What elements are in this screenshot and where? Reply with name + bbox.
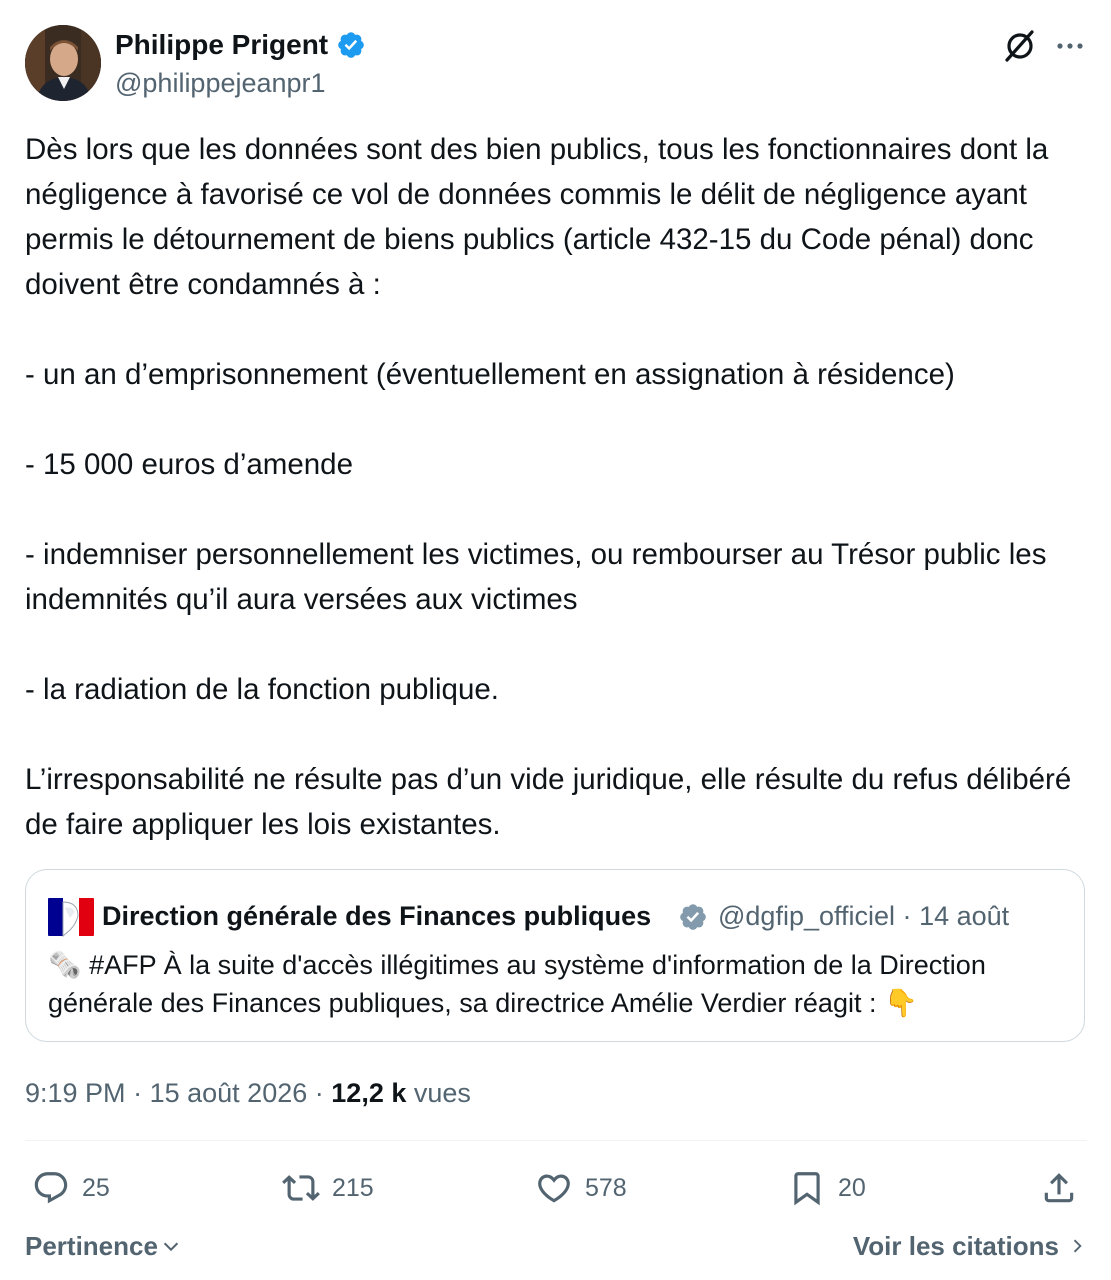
author-name[interactable] <box>115 27 366 63</box>
tweet-time[interactable]: 9:19 PM <box>25 1078 126 1108</box>
author-handle[interactable]: @philippejeanpr1 <box>115 68 326 98</box>
marianne-logo-icon <box>48 894 94 940</box>
reply-button[interactable] <box>32 1168 110 1208</box>
quote-author-name[interactable]: Direction générale des Finances publiques <box>102 901 652 931</box>
chevron-down-icon <box>160 1235 182 1257</box>
quote-meta <box>718 899 1009 933</box>
repost-button[interactable] <box>282 1168 374 1208</box>
reply-icon <box>32 1169 70 1207</box>
sort-label: Pertinence <box>25 1231 158 1261</box>
sort-dropdown[interactable] <box>25 1229 182 1263</box>
quote-text: 🗞️ #AFP À la suite d'accès illégitimes au système d'information de la Direction générale des Finances publiques, sa directrice Amélie Verdier réagit : 👇 <box>48 950 986 1018</box>
grok-icon[interactable] <box>1002 28 1038 64</box>
reply-count: 25 <box>82 1173 110 1202</box>
chevron-right-icon <box>1067 1235 1087 1257</box>
more-options-icon[interactable] <box>1053 28 1089 64</box>
quote-author-handle[interactable]: @dgfip_officiel <box>718 901 896 931</box>
bookmark-button[interactable] <box>788 1168 866 1208</box>
repost-count: 215 <box>332 1173 374 1202</box>
views-label: vues <box>413 1078 471 1108</box>
view-quotes-link[interactable] <box>853 1229 1087 1263</box>
bookmark-icon <box>788 1169 826 1207</box>
tweet-text: Dès lors que les données sont des bien publics, tous les fonctionnaires dont la négligence à favorisé ce vol de données commis le délit de négligence ayant permis le détournement de biens publics (article 432-15 du Code pénal) donc doivent être condamnés à : - un an d’emprisonnement (éventuellement en assignation à résidence) - 15 000 euros d’amende - indemniser personnellement les victimes, ou rembourser au Trésor public les indemnités qu’il aura versées aux victimes - la radiation de la fonction publique. L’irresponsabilité ne résulte pas d’un vide juridique, elle résulte du refus délibéré de faire appliquer les lois existantes. <box>25 133 1072 841</box>
like-button[interactable] <box>535 1168 627 1208</box>
tweet-meta <box>25 1076 471 1110</box>
quote-separator: · <box>902 901 912 931</box>
views-count: 12,2 k <box>331 1078 407 1108</box>
quoted-tweet[interactable] <box>25 869 1085 1042</box>
quote-avatar <box>48 894 94 940</box>
author-name-text[interactable]: Philippe Prigent <box>115 29 329 60</box>
repost-icon <box>282 1169 320 1207</box>
bookmark-count: 20 <box>838 1173 866 1202</box>
avatar[interactable] <box>25 25 101 101</box>
heart-icon <box>535 1169 573 1207</box>
share-button[interactable] <box>1040 1168 1078 1208</box>
quote-date[interactable]: 14 août <box>919 901 1010 931</box>
meta-separator-1: · <box>133 1078 143 1108</box>
verified-gray-badge-icon <box>678 902 708 932</box>
divider <box>25 1140 1087 1141</box>
view-quotes-label: Voir les citations <box>852 1231 1059 1261</box>
verified-badge-icon <box>336 30 366 60</box>
tweet-date[interactable]: 15 août 2026 <box>149 1078 308 1108</box>
share-icon <box>1040 1169 1078 1207</box>
like-count: 578 <box>585 1173 627 1202</box>
meta-separator-2: · <box>314 1078 324 1108</box>
